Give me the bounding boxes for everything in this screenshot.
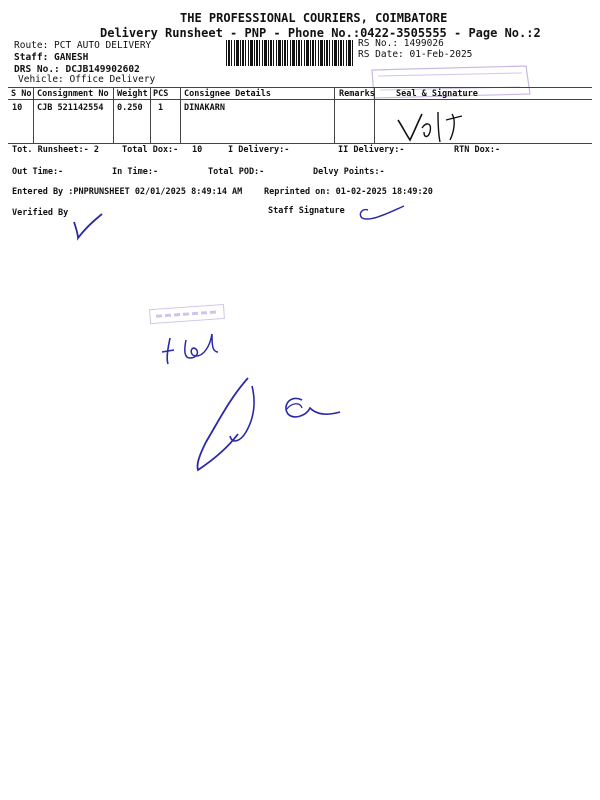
vehicle-field: Vehicle: Office Delivery — [18, 74, 156, 85]
staff-signature-mark — [352, 200, 412, 224]
table-col-divider — [150, 87, 151, 143]
cell-consignee: DINAKARN — [184, 103, 225, 113]
in-time: In Time:- — [112, 167, 159, 177]
header-pcs: PCS — [153, 89, 169, 99]
cell-consignment: CJB 521142554 — [37, 103, 104, 113]
staff-signature-label: Staff Signature — [268, 206, 345, 216]
runsheet-title: Delivery Runsheet - PNP - Phone No.:0422-3505555 - Page No.:2 — [100, 26, 541, 40]
header-sno: S No — [11, 89, 32, 99]
large-signature — [190, 372, 350, 482]
handwritten-initials — [160, 330, 230, 370]
header-consignment: Consignment No — [37, 89, 109, 99]
rs-number: RS No.: 1499026 — [358, 38, 444, 49]
table-col-divider — [33, 87, 34, 143]
total-dox-label: Total Dox:- — [122, 145, 179, 155]
receiver-signature — [394, 108, 474, 148]
table-col-divider — [113, 87, 114, 143]
company-name: THE PROFESSIONAL COURIERS, COIMBATORE — [180, 11, 448, 25]
header-weight: Weight — [117, 89, 148, 99]
table-bottom-border — [8, 143, 592, 144]
header-seal-signature: Seal & Signature — [396, 89, 478, 99]
total-dox-value: 10 — [192, 145, 203, 155]
out-time: Out Time:- — [12, 167, 64, 177]
verified-by-label: Verified By — [12, 208, 69, 218]
header-remarks: Remarks — [339, 89, 375, 99]
cell-sno: 10 — [12, 103, 23, 113]
staff-field: Staff: GANESH — [14, 52, 89, 63]
rtn-dox: RTN Dox:- — [454, 145, 501, 155]
reprinted-on: Reprinted on: 01-02-2025 18:49:20 — [264, 187, 433, 197]
route-field: Route: PCT AUTO DELIVERY — [14, 40, 152, 51]
ii-delivery: II Delivery:- — [338, 145, 405, 155]
table-header-border — [8, 99, 592, 100]
cell-weight: 0.250 — [117, 103, 143, 113]
cell-pcs: 1 — [158, 103, 164, 113]
verified-tick-mark — [70, 210, 110, 240]
drs-number: DRS No.: DCJB149902602 — [14, 64, 140, 75]
faint-stamp-mark — [147, 302, 228, 326]
delvy-points: Delvy Points:- — [313, 167, 385, 177]
i-delivery: I Delivery:- — [228, 145, 290, 155]
barcode-image — [226, 40, 354, 66]
table-col-divider — [334, 87, 335, 143]
total-pod: Total POD:- — [208, 167, 265, 177]
header-consignee: Consignee Details — [184, 89, 271, 99]
table-top-border — [8, 87, 592, 88]
rs-date: RS Date: 01-Feb-2025 — [358, 49, 473, 60]
entered-by: Entered By :PNPRUNSHEET 02/01/2025 8:49:14 AM — [12, 187, 243, 197]
tot-runsheet: Tot. Runsheet:- 2 — [12, 145, 99, 155]
table-col-divider — [180, 87, 181, 143]
